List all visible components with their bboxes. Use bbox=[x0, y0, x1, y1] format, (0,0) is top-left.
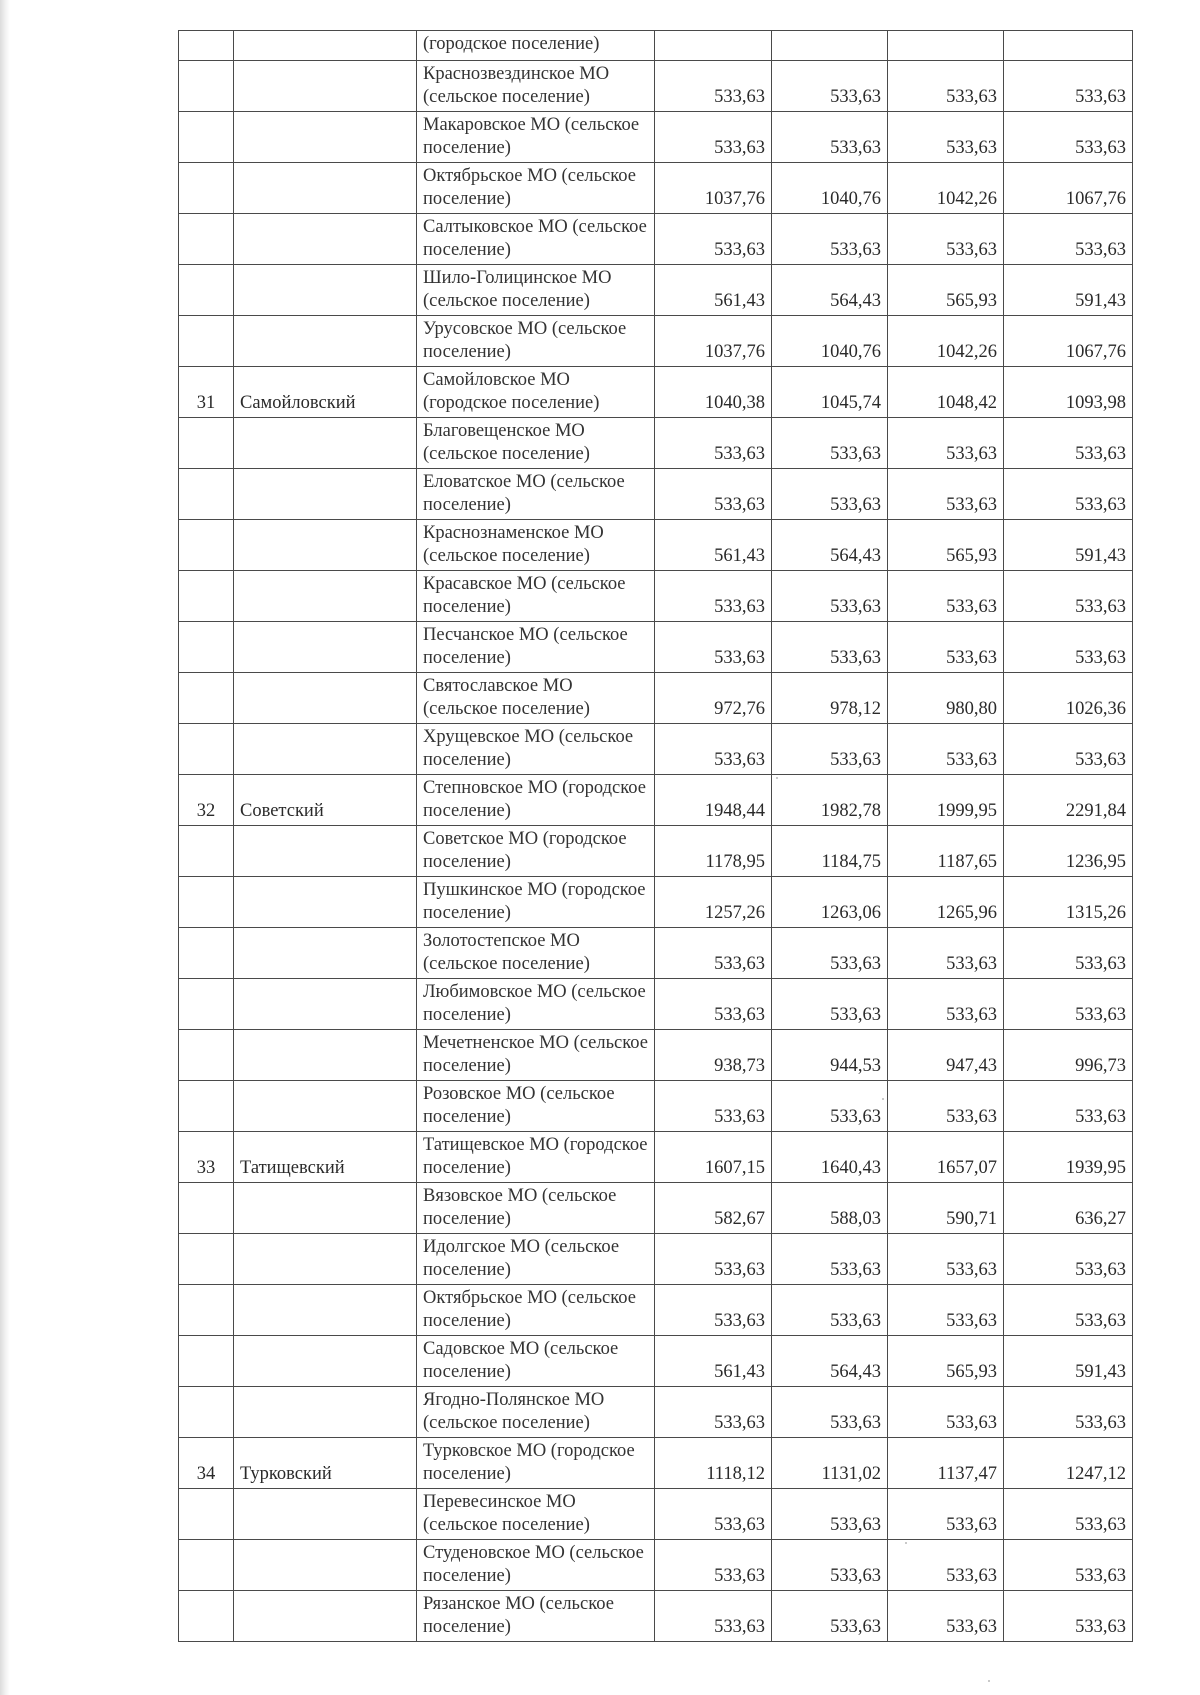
municipality-name-cell: Рязанское МО (сельское поселение) bbox=[417, 1591, 655, 1642]
value-cell-3: 565,93 bbox=[888, 265, 1004, 316]
district-name-cell bbox=[234, 571, 417, 622]
value-cell-3: 533,63 bbox=[888, 61, 1004, 112]
value-cell-1: 1178,95 bbox=[655, 826, 772, 877]
municipality-name-cell: Краснознаменское МО (сельское поселение) bbox=[417, 520, 655, 571]
value-cell-4: 591,43 bbox=[1004, 1336, 1133, 1387]
row-number-cell bbox=[179, 418, 234, 469]
value-cell-3: 533,63 bbox=[888, 214, 1004, 265]
value-cell-1: 533,63 bbox=[655, 571, 772, 622]
municipality-name-cell: Еловатское МО (сельское поселение) bbox=[417, 469, 655, 520]
value-cell-1: 561,43 bbox=[655, 265, 772, 316]
table-row bbox=[179, 1183, 1133, 1234]
value-cell-4: 2291,84 bbox=[1004, 775, 1133, 826]
value-cell-3: 590,71 bbox=[888, 1183, 1004, 1234]
value-cell-1: 533,63 bbox=[655, 928, 772, 979]
row-number-cell bbox=[179, 316, 234, 367]
district-name-cell bbox=[234, 1183, 417, 1234]
district-name-cell bbox=[234, 265, 417, 316]
value-cell-4: 533,63 bbox=[1004, 571, 1133, 622]
value-cell-2: 533,63 bbox=[772, 61, 888, 112]
value-cell-3: 947,43 bbox=[888, 1030, 1004, 1081]
district-name-cell bbox=[234, 1285, 417, 1336]
row-number-cell bbox=[179, 724, 234, 775]
value-cell-2: 588,03 bbox=[772, 1183, 888, 1234]
value-cell-3: 1048,42 bbox=[888, 367, 1004, 418]
value-cell-2: 533,63 bbox=[772, 1285, 888, 1336]
municipality-name-cell: Пушкинское МО (городское поселение) bbox=[417, 877, 655, 928]
value-cell-4: 533,63 bbox=[1004, 1285, 1133, 1336]
row-number-cell bbox=[179, 1234, 234, 1285]
row-number-cell bbox=[179, 112, 234, 163]
value-cell-4 bbox=[1004, 31, 1133, 61]
value-cell-2: 533,63 bbox=[772, 928, 888, 979]
district-name-cell: Советский bbox=[234, 775, 417, 826]
value-cell-3: 1999,95 bbox=[888, 775, 1004, 826]
table-row bbox=[179, 826, 1133, 877]
district-name-cell bbox=[234, 61, 417, 112]
value-cell-2: 533,63 bbox=[772, 112, 888, 163]
value-cell-4: 591,43 bbox=[1004, 265, 1133, 316]
district-name-cell bbox=[234, 163, 417, 214]
district-name-cell bbox=[234, 1489, 417, 1540]
district-name-cell bbox=[234, 418, 417, 469]
value-cell-3: 565,93 bbox=[888, 1336, 1004, 1387]
value-cell-1: 533,63 bbox=[655, 61, 772, 112]
table-row bbox=[179, 61, 1133, 112]
municipality-name-cell: Студеновское МО (сельское поселение) bbox=[417, 1540, 655, 1591]
row-number-cell bbox=[179, 877, 234, 928]
value-cell-4: 533,63 bbox=[1004, 112, 1133, 163]
value-cell-2: 533,63 bbox=[772, 1591, 888, 1642]
table-row bbox=[179, 979, 1133, 1030]
district-name-cell: Турковский bbox=[234, 1438, 417, 1489]
municipality-name-cell: Мечетненское МО (сельское поселение) bbox=[417, 1030, 655, 1081]
value-cell-1: 533,63 bbox=[655, 1081, 772, 1132]
row-number-cell bbox=[179, 1540, 234, 1591]
municipality-name-cell: Садовское МО (сельское поселение) bbox=[417, 1336, 655, 1387]
value-cell-2: 533,63 bbox=[772, 469, 888, 520]
municipality-name-cell: Октябрьское МО (сельское поселение) bbox=[417, 163, 655, 214]
row-number-cell bbox=[179, 31, 234, 61]
district-name-cell bbox=[234, 877, 417, 928]
district-name-cell bbox=[234, 520, 417, 571]
value-cell-2: 1131,02 bbox=[772, 1438, 888, 1489]
value-cell-2: 533,63 bbox=[772, 724, 888, 775]
value-cell-2: 533,63 bbox=[772, 622, 888, 673]
value-cell-1: 533,63 bbox=[655, 418, 772, 469]
row-number-cell bbox=[179, 673, 234, 724]
value-cell-4: 533,63 bbox=[1004, 418, 1133, 469]
value-cell-3: 533,63 bbox=[888, 1285, 1004, 1336]
value-cell-2: 1040,76 bbox=[772, 316, 888, 367]
value-cell-1: 533,63 bbox=[655, 1489, 772, 1540]
district-name-cell bbox=[234, 826, 417, 877]
value-cell-1: 972,76 bbox=[655, 673, 772, 724]
district-name-cell bbox=[234, 112, 417, 163]
value-cell-3: 533,63 bbox=[888, 469, 1004, 520]
value-cell-2: 978,12 bbox=[772, 673, 888, 724]
row-number-cell bbox=[179, 214, 234, 265]
value-cell-4: 636,27 bbox=[1004, 1183, 1133, 1234]
scan-speck bbox=[776, 777, 778, 779]
value-cell-3: 533,63 bbox=[888, 1540, 1004, 1591]
value-cell-2: 1040,76 bbox=[772, 163, 888, 214]
municipality-name-cell: Святославское МО (сельское поселение) bbox=[417, 673, 655, 724]
table-row bbox=[179, 112, 1133, 163]
value-cell-2: 533,63 bbox=[772, 1234, 888, 1285]
value-cell-1: 533,63 bbox=[655, 1387, 772, 1438]
district-name-cell bbox=[234, 673, 417, 724]
scan-speck bbox=[882, 1098, 884, 1100]
district-name-cell bbox=[234, 469, 417, 520]
district-name-cell bbox=[234, 928, 417, 979]
district-name-cell: Самойловский bbox=[234, 367, 417, 418]
table-row bbox=[179, 469, 1133, 520]
scan-speck bbox=[905, 1542, 907, 1544]
value-cell-1 bbox=[655, 31, 772, 61]
value-cell-2: 564,43 bbox=[772, 520, 888, 571]
row-number-cell bbox=[179, 1489, 234, 1540]
district-name-cell bbox=[234, 1234, 417, 1285]
value-cell-1: 533,63 bbox=[655, 1285, 772, 1336]
value-cell-2: 533,63 bbox=[772, 1540, 888, 1591]
value-cell-3: 533,63 bbox=[888, 979, 1004, 1030]
value-cell-4: 1026,36 bbox=[1004, 673, 1133, 724]
value-cell-2: 944,53 bbox=[772, 1030, 888, 1081]
table-row bbox=[179, 622, 1133, 673]
value-cell-3: 1187,65 bbox=[888, 826, 1004, 877]
row-number-cell bbox=[179, 928, 234, 979]
table-row bbox=[179, 673, 1133, 724]
district-name-cell bbox=[234, 31, 417, 61]
municipality-name-cell: Хрущевское МО (сельское поселение) bbox=[417, 724, 655, 775]
value-cell-1: 1118,12 bbox=[655, 1438, 772, 1489]
value-cell-3: 533,63 bbox=[888, 1387, 1004, 1438]
row-number-cell: 34 bbox=[179, 1438, 234, 1489]
value-cell-1: 1037,76 bbox=[655, 316, 772, 367]
value-cell-2: 533,63 bbox=[772, 418, 888, 469]
value-cell-2: 1045,74 bbox=[772, 367, 888, 418]
row-number-cell bbox=[179, 61, 234, 112]
table-row bbox=[179, 877, 1133, 928]
value-cell-2: 533,63 bbox=[772, 571, 888, 622]
value-cell-4: 1236,95 bbox=[1004, 826, 1133, 877]
value-cell-4: 533,63 bbox=[1004, 1081, 1133, 1132]
municipality-name-cell: Макаровское МО (сельское поселение) bbox=[417, 112, 655, 163]
value-cell-1: 1948,44 bbox=[655, 775, 772, 826]
value-cell-1: 533,63 bbox=[655, 214, 772, 265]
value-cell-1: 1037,76 bbox=[655, 163, 772, 214]
table-row bbox=[179, 1132, 1133, 1183]
value-cell-3: 1042,26 bbox=[888, 316, 1004, 367]
value-cell-2: 1982,78 bbox=[772, 775, 888, 826]
value-cell-2 bbox=[772, 31, 888, 61]
municipality-name-cell: Идолгское МО (сельское поселение) bbox=[417, 1234, 655, 1285]
row-number-cell bbox=[179, 520, 234, 571]
table-row bbox=[179, 520, 1133, 571]
district-name-cell bbox=[234, 1387, 417, 1438]
value-cell-4: 533,63 bbox=[1004, 724, 1133, 775]
value-cell-2: 1263,06 bbox=[772, 877, 888, 928]
table-row bbox=[179, 571, 1133, 622]
value-cell-1: 561,43 bbox=[655, 520, 772, 571]
table-row bbox=[179, 1540, 1133, 1591]
district-name-cell bbox=[234, 622, 417, 673]
table-row bbox=[179, 1438, 1133, 1489]
value-cell-3 bbox=[888, 31, 1004, 61]
table-row bbox=[179, 418, 1133, 469]
table-row bbox=[179, 367, 1133, 418]
value-cell-3: 980,80 bbox=[888, 673, 1004, 724]
municipality-name-cell: Вязовское МО (сельское поселение) bbox=[417, 1183, 655, 1234]
municipality-name-cell: Розовское МО (сельское поселение) bbox=[417, 1081, 655, 1132]
value-cell-4: 533,63 bbox=[1004, 1540, 1133, 1591]
table-row bbox=[179, 214, 1133, 265]
row-number-cell bbox=[179, 265, 234, 316]
value-cell-4: 1939,95 bbox=[1004, 1132, 1133, 1183]
value-cell-1: 533,63 bbox=[655, 112, 772, 163]
district-name-cell bbox=[234, 214, 417, 265]
value-cell-2: 533,63 bbox=[772, 1387, 888, 1438]
district-name-cell bbox=[234, 979, 417, 1030]
district-name-cell bbox=[234, 316, 417, 367]
municipality-name-cell: Салтыковское МО (сельское поселение) bbox=[417, 214, 655, 265]
value-cell-3: 533,63 bbox=[888, 1591, 1004, 1642]
municipality-name-cell: Золотостепское МО (сельское поселение) bbox=[417, 928, 655, 979]
district-name-cell bbox=[234, 724, 417, 775]
value-cell-2: 564,43 bbox=[772, 1336, 888, 1387]
municipality-name-cell: Красавское МО (сельское поселение) bbox=[417, 571, 655, 622]
row-number-cell bbox=[179, 1183, 234, 1234]
value-cell-4: 1247,12 bbox=[1004, 1438, 1133, 1489]
value-cell-3: 533,63 bbox=[888, 1081, 1004, 1132]
municipality-name-cell: Турковское МО (городское поселение) bbox=[417, 1438, 655, 1489]
table-row bbox=[179, 1387, 1133, 1438]
value-cell-4: 533,63 bbox=[1004, 469, 1133, 520]
value-cell-2: 1640,43 bbox=[772, 1132, 888, 1183]
table-row bbox=[179, 265, 1133, 316]
value-cell-2: 564,43 bbox=[772, 265, 888, 316]
value-cell-1: 533,63 bbox=[655, 1591, 772, 1642]
municipality-name-cell: Урусовское МО (сельское поселение) bbox=[417, 316, 655, 367]
value-cell-3: 533,63 bbox=[888, 418, 1004, 469]
table-row bbox=[179, 1489, 1133, 1540]
value-cell-1: 561,43 bbox=[655, 1336, 772, 1387]
value-cell-1: 1040,38 bbox=[655, 367, 772, 418]
row-number-cell bbox=[179, 1081, 234, 1132]
value-cell-4: 533,63 bbox=[1004, 928, 1133, 979]
value-cell-2: 1184,75 bbox=[772, 826, 888, 877]
value-cell-4: 533,63 bbox=[1004, 1591, 1133, 1642]
value-cell-3: 533,63 bbox=[888, 1234, 1004, 1285]
value-cell-2: 533,63 bbox=[772, 1081, 888, 1132]
municipality-name-cell: (городское поселение) bbox=[417, 31, 655, 61]
value-cell-3: 533,63 bbox=[888, 724, 1004, 775]
municipality-name-cell: Песчанское МО (сельское поселение) bbox=[417, 622, 655, 673]
row-number-cell bbox=[179, 1591, 234, 1642]
value-cell-3: 533,63 bbox=[888, 112, 1004, 163]
value-cell-1: 533,63 bbox=[655, 1234, 772, 1285]
value-cell-4: 1067,76 bbox=[1004, 316, 1133, 367]
value-cell-1: 938,73 bbox=[655, 1030, 772, 1081]
value-cell-4: 1315,26 bbox=[1004, 877, 1133, 928]
table-body bbox=[179, 31, 1133, 1642]
municipality-name-cell: Ягодно-Полянское МО (сельское поселение) bbox=[417, 1387, 655, 1438]
municipality-name-cell: Советское МО (городское поселение) bbox=[417, 826, 655, 877]
row-number-cell: 33 bbox=[179, 1132, 234, 1183]
table-row bbox=[179, 775, 1133, 826]
district-name-cell bbox=[234, 1540, 417, 1591]
table-row bbox=[179, 724, 1133, 775]
municipality-name-cell: Октябрьское МО (сельское поселение) bbox=[417, 1285, 655, 1336]
value-cell-3: 565,93 bbox=[888, 520, 1004, 571]
table-row bbox=[179, 928, 1133, 979]
row-number-cell bbox=[179, 979, 234, 1030]
row-number-cell bbox=[179, 1030, 234, 1081]
value-cell-3: 533,63 bbox=[888, 1489, 1004, 1540]
municipality-name-cell: Перевесинское МО (сельское поселение) bbox=[417, 1489, 655, 1540]
value-cell-1: 1257,26 bbox=[655, 877, 772, 928]
district-name-cell bbox=[234, 1336, 417, 1387]
value-cell-4: 996,73 bbox=[1004, 1030, 1133, 1081]
district-name-cell bbox=[234, 1591, 417, 1642]
value-cell-2: 533,63 bbox=[772, 979, 888, 1030]
row-number-cell bbox=[179, 1336, 234, 1387]
value-cell-4: 1093,98 bbox=[1004, 367, 1133, 418]
row-number-cell bbox=[179, 1285, 234, 1336]
table-row bbox=[179, 163, 1133, 214]
row-number-cell: 32 bbox=[179, 775, 234, 826]
row-number-cell bbox=[179, 826, 234, 877]
table-row bbox=[179, 1285, 1133, 1336]
scan-page-edge bbox=[0, 0, 10, 1695]
value-cell-4: 591,43 bbox=[1004, 520, 1133, 571]
value-cell-1: 582,67 bbox=[655, 1183, 772, 1234]
table-row bbox=[179, 1081, 1133, 1132]
municipality-name-cell: Благовещенское МО (сельское поселение) bbox=[417, 418, 655, 469]
municipality-name-cell: Краснозвездинское МО (сельское поселение) bbox=[417, 61, 655, 112]
district-name-cell: Татищевский bbox=[234, 1132, 417, 1183]
scan-speck bbox=[988, 1680, 990, 1682]
row-number-cell bbox=[179, 469, 234, 520]
district-name-cell bbox=[234, 1030, 417, 1081]
tariff-table bbox=[178, 30, 1133, 1642]
value-cell-3: 533,63 bbox=[888, 928, 1004, 979]
table-row bbox=[179, 1591, 1133, 1642]
value-cell-1: 533,63 bbox=[655, 979, 772, 1030]
district-name-cell bbox=[234, 1081, 417, 1132]
municipality-name-cell: Степновское МО (городское поселение) bbox=[417, 775, 655, 826]
value-cell-4: 533,63 bbox=[1004, 61, 1133, 112]
value-cell-2: 533,63 bbox=[772, 1489, 888, 1540]
value-cell-1: 533,63 bbox=[655, 622, 772, 673]
value-cell-1: 1607,15 bbox=[655, 1132, 772, 1183]
table-row bbox=[179, 1030, 1133, 1081]
value-cell-4: 1067,76 bbox=[1004, 163, 1133, 214]
value-cell-3: 533,63 bbox=[888, 571, 1004, 622]
value-cell-4: 533,63 bbox=[1004, 979, 1133, 1030]
table-row bbox=[179, 31, 1133, 61]
row-number-cell bbox=[179, 622, 234, 673]
table-row bbox=[179, 316, 1133, 367]
value-cell-3: 1042,26 bbox=[888, 163, 1004, 214]
row-number-cell: 31 bbox=[179, 367, 234, 418]
value-cell-1: 533,63 bbox=[655, 724, 772, 775]
value-cell-1: 533,63 bbox=[655, 469, 772, 520]
table-row bbox=[179, 1234, 1133, 1285]
value-cell-4: 533,63 bbox=[1004, 1489, 1133, 1540]
municipality-name-cell: Любимовское МО (сельское поселение) bbox=[417, 979, 655, 1030]
value-cell-3: 533,63 bbox=[888, 622, 1004, 673]
row-number-cell bbox=[179, 1387, 234, 1438]
value-cell-4: 533,63 bbox=[1004, 622, 1133, 673]
value-cell-1: 533,63 bbox=[655, 1540, 772, 1591]
row-number-cell bbox=[179, 571, 234, 622]
value-cell-2: 533,63 bbox=[772, 214, 888, 265]
value-cell-4: 533,63 bbox=[1004, 1234, 1133, 1285]
value-cell-3: 1265,96 bbox=[888, 877, 1004, 928]
row-number-cell bbox=[179, 163, 234, 214]
value-cell-4: 533,63 bbox=[1004, 1387, 1133, 1438]
municipality-name-cell: Шило-Голицинское МО (сельское поселение) bbox=[417, 265, 655, 316]
municipality-name-cell: Самойловское МО (городское поселение) bbox=[417, 367, 655, 418]
value-cell-4: 533,63 bbox=[1004, 214, 1133, 265]
table-row bbox=[179, 1336, 1133, 1387]
municipality-name-cell: Татищевское МО (городское поселение) bbox=[417, 1132, 655, 1183]
value-cell-3: 1137,47 bbox=[888, 1438, 1004, 1489]
value-cell-3: 1657,07 bbox=[888, 1132, 1004, 1183]
